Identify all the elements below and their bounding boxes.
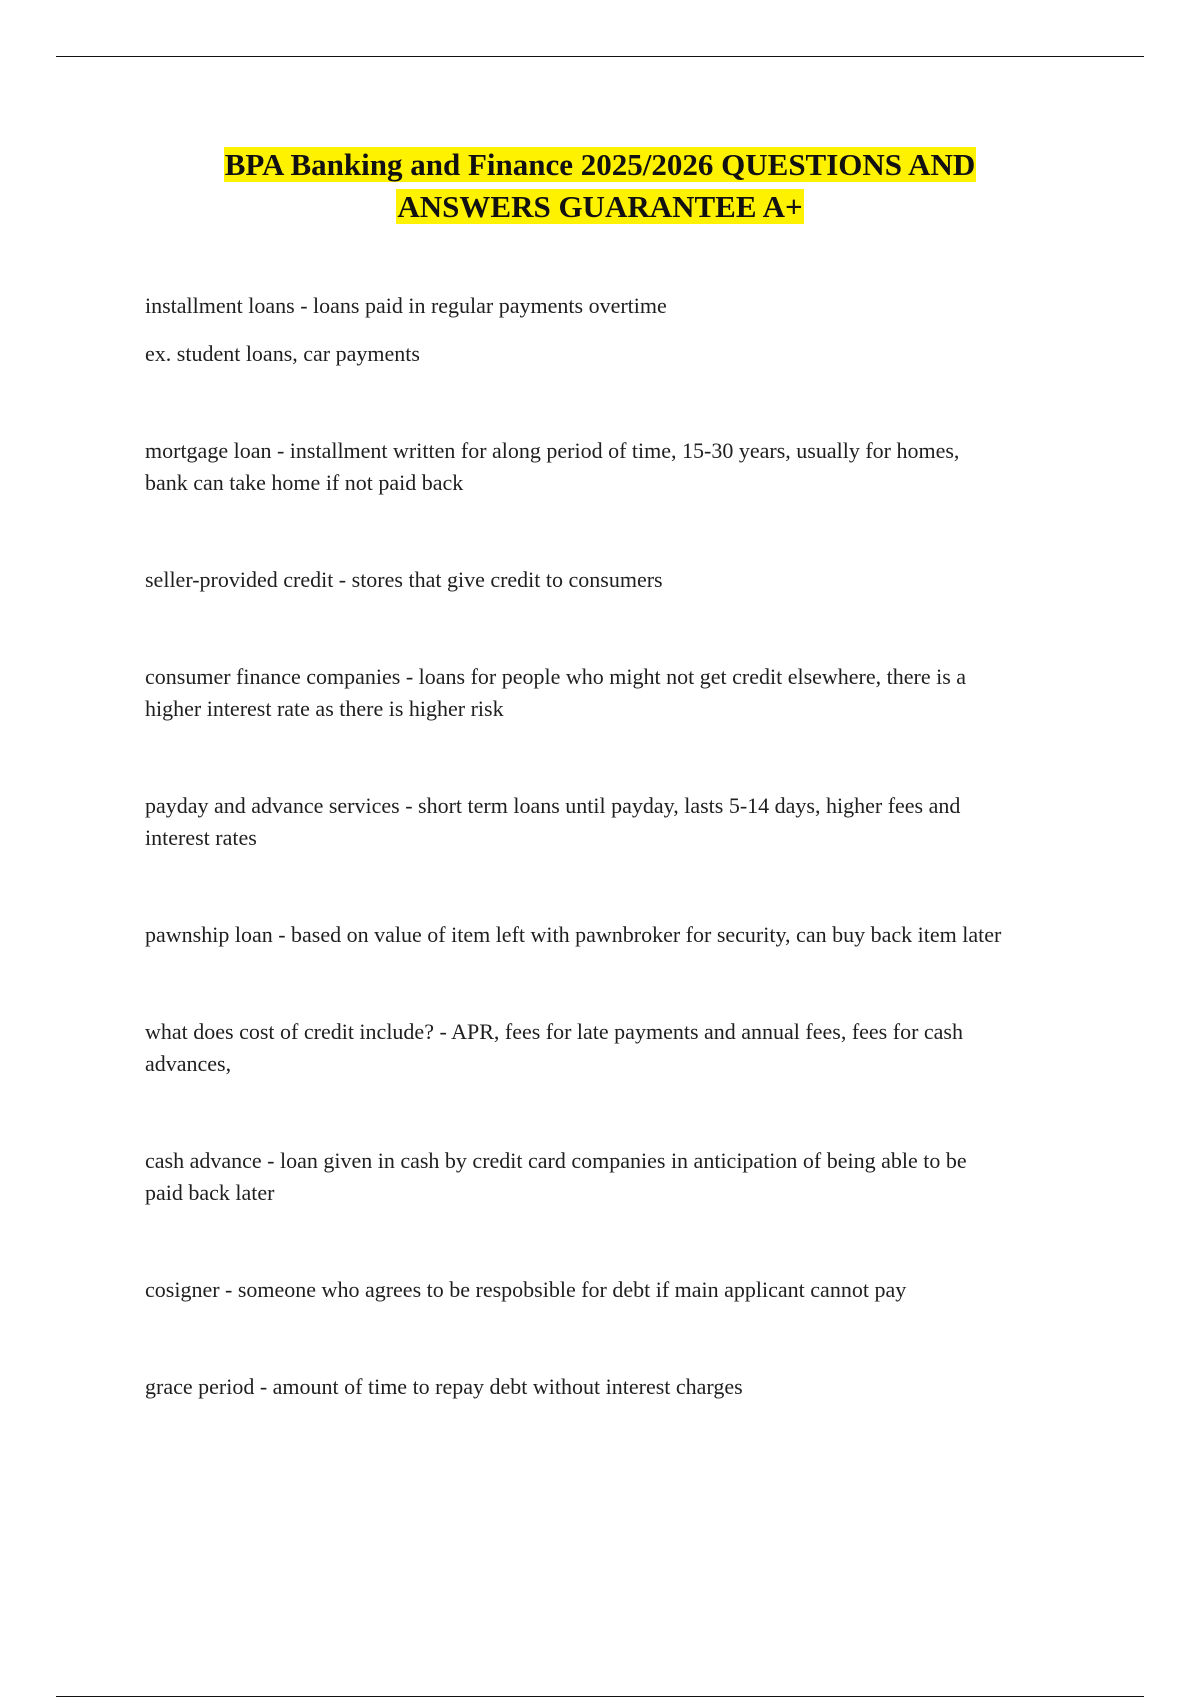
qa-entry bbox=[145, 435, 1105, 499]
qa-entry bbox=[145, 564, 1105, 596]
qa-text: ex. student loans, car payments bbox=[145, 341, 420, 366]
qa-text: paid back later bbox=[145, 1180, 275, 1205]
title-line-1: BPA Banking and Finance 2025/2026 QUESTIONS AND bbox=[224, 147, 976, 182]
qa-text: cosigner - someone who agrees to be respobsible for debt if main applicant cannot pay bbox=[145, 1277, 907, 1302]
qa-entry bbox=[145, 1145, 1105, 1209]
qa-text: advances, bbox=[145, 1051, 232, 1076]
qa-text: grace period - amount of time to repay debt without interest charges bbox=[145, 1374, 743, 1399]
qa-text: consumer finance companies - loans for people who might not get credit elsewhere, there is a bbox=[145, 664, 967, 689]
qa-entry bbox=[145, 1274, 1105, 1306]
title-line-2: ANSWERS GUARANTEE A+ bbox=[397, 189, 803, 224]
qa-text: installment loans - loans paid in regular payments overtime bbox=[145, 293, 667, 318]
top-rule bbox=[56, 56, 1144, 57]
qa-text: seller-provided credit - stores that give credit to consumers bbox=[145, 567, 663, 592]
document-title bbox=[0, 144, 1200, 228]
qa-text: bank can take home if not paid back bbox=[145, 470, 464, 495]
qa-text: what does cost of credit include? - APR, fees for late payments and annual fees, fees for cash bbox=[145, 1019, 963, 1044]
bottom-rule bbox=[56, 1696, 1144, 1697]
qa-text: interest rates bbox=[145, 825, 257, 850]
qa-text: cash advance - loan given in cash by credit card companies in anticipation of being able to be bbox=[145, 1148, 967, 1173]
qa-entry bbox=[145, 1371, 1105, 1403]
qa-entry bbox=[145, 919, 1105, 951]
qa-entry bbox=[145, 1016, 1105, 1080]
qa-text: pawnship loan - based on value of item left with pawnbroker for security, can buy back item later bbox=[145, 922, 1002, 947]
qa-text: mortgage loan - installment written for along period of time, 15-30 years, usually for homes, bbox=[145, 438, 960, 463]
qa-entry bbox=[145, 290, 1105, 322]
qa-text: higher interest rate as there is higher risk bbox=[145, 696, 504, 721]
qa-list bbox=[145, 290, 1105, 1403]
qa-entry bbox=[145, 661, 1105, 725]
qa-entry bbox=[145, 790, 1105, 854]
qa-entry bbox=[145, 338, 1105, 370]
qa-text: payday and advance services - short term loans until payday, lasts 5-14 days, higher fees and bbox=[145, 793, 961, 818]
